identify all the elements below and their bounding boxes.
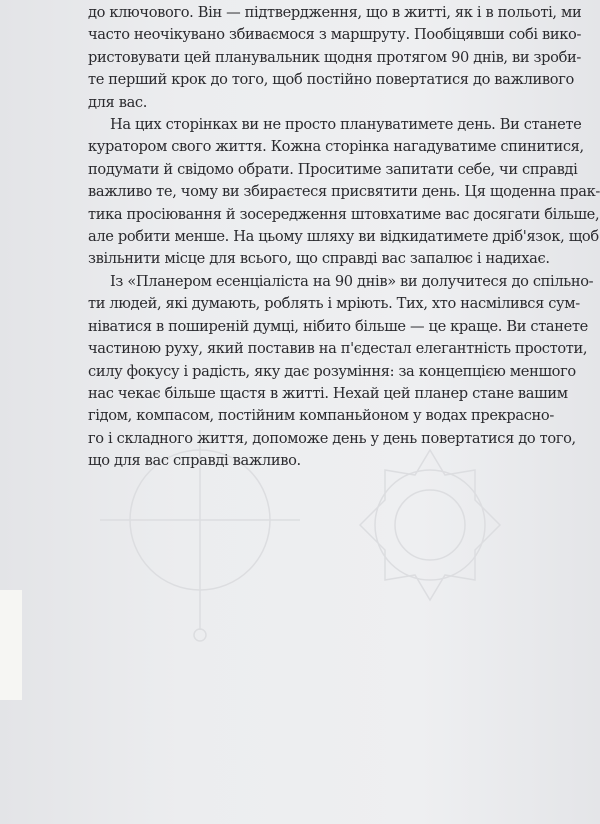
text-line: що для вас справді важливо. [88, 452, 301, 470]
text-line: важливо те, чому ви збираєтеся присвятити день. Ця щоденна прак- [88, 183, 600, 201]
text-line: силу фокусу і радість, яку дає розуміння: за концепцією меншого [88, 362, 576, 380]
text-line: го і складного життя, допоможе день у день повертатися до того, [88, 429, 576, 447]
text-line: куратором свого життя. Кожна сторінка нагадуватиме спинитися, [88, 138, 584, 156]
text-line: для вас. [88, 93, 148, 111]
page-edge [0, 590, 22, 700]
text-line: подумати й свідомо обрати. Проситиме запитати себе, чи справді [88, 160, 578, 178]
text-line: ніватися в поширеній думці, нібито більше — це краще. Ви станете [88, 317, 588, 335]
text-line: тика просіювання й зосередження штовхатиме вас досягати більше, [88, 205, 600, 223]
text-line: частиною руху, який поставив на п'єдестал елегантність простоти, [88, 340, 588, 358]
paragraph [88, 2, 582, 114]
text-line: Із «Планером есенціаліста на 90 днів» ви долучитеся до спільно- [110, 272, 594, 290]
text-line: На цих сторінках ви не просто плануватимете день. Ви станете [110, 116, 582, 134]
text-line: часто неочікувано збиваємося з маршруту. Пообіцявши собі вико- [88, 26, 582, 44]
text-line: звільнити місце для всього, що справді вас запалює і надихає. [88, 250, 550, 268]
paragraph [88, 271, 594, 473]
paragraph [88, 114, 600, 271]
text-line: але робити менше. На цьому шляху ви відкидатимете дріб'язок, щоб [88, 228, 599, 246]
text-line: нас чекає більше щастя в житті. Нехай цей планер стане вашим [88, 384, 568, 402]
body-text [88, 2, 600, 473]
text-line: ти людей, які думають, роблять і мріють. Тих, хто насмілився сум- [88, 295, 580, 313]
text-line: те перший крок до того, щоб постійно повертатися до важливого [88, 71, 574, 89]
text-line: гідом, компасом, постійним компаньйоном у водах прекрасно- [88, 407, 554, 425]
text-line: ристовувати цей планувальник щодня протягом 90 днів, ви зроби- [88, 48, 581, 66]
text-line: до ключового. Він — підтвердження, що в житті, як і в польоті, ми [88, 4, 582, 21]
